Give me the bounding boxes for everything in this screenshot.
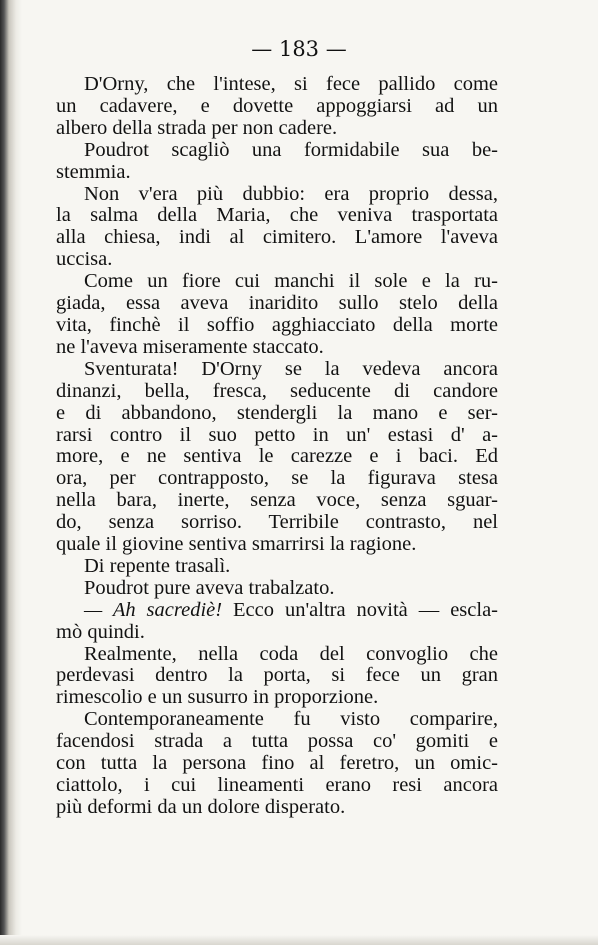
text-line: giada, essa aveva inaridito sullo stelo della	[56, 292, 498, 315]
text-line: do, senza sorriso. Terribile contrasto, nel	[56, 511, 498, 534]
paragraph	[56, 578, 498, 600]
text-line: alla chiesa, indi al cimitero. L'amore l'aveva	[56, 226, 498, 249]
text-line: stemmia.	[56, 160, 131, 183]
paragraph	[56, 359, 498, 556]
text-line: dinanzi, bella, fresca, seducente di candore	[56, 379, 498, 402]
text-fragment: Ecco un'altra novità — escla-	[222, 598, 498, 621]
text-line: D'Orny, che l'intese, si fece pallido come	[84, 73, 498, 95]
paragraph	[56, 600, 498, 644]
text-line: Di repente trasalì.	[84, 554, 231, 577]
text-line: nella bara, inerte, senza voce, senza sguar-	[56, 489, 498, 512]
text-line	[56, 600, 498, 622]
text-line: con tutta la persona fino al feretro, un omic-	[56, 752, 498, 775]
page-bottom-edge	[0, 935, 598, 945]
text-line: Realmente, nella coda del convoglio che	[84, 642, 498, 665]
text-line: perdevasi dentro la porta, si fece un gran	[56, 664, 498, 687]
page-number: — 183 —	[251, 37, 347, 61]
text-line: ora, per contrapposto, se la figurava stesa	[56, 467, 498, 490]
text-line: rimescolio e un susurro in proporzione.	[56, 686, 379, 709]
paragraph	[56, 184, 498, 272]
paragraph	[56, 556, 498, 578]
page-body-text	[56, 74, 498, 819]
text-line: uccisa.	[56, 248, 113, 271]
paragraph	[56, 644, 498, 710]
text-line: Non v'era più dubbio: era proprio dessa,	[84, 182, 498, 205]
text-line: Come un fiore cui manchi il sole e la ru-	[84, 270, 498, 293]
paragraph	[56, 271, 498, 359]
text-line: Poudrot pure aveva trabalzato.	[84, 576, 335, 599]
text-line: ciattolo, i cui lineamenti erano resi ancora	[56, 774, 498, 796]
text-line: Sventurata! D'Orny se la vedeva ancora	[84, 357, 498, 380]
italic-exclamation: — Ah sacrediè!	[84, 598, 223, 621]
text-line: e di abbandono, stendergli la mano e ser-	[56, 401, 498, 424]
text-line: albero della strada per non cadere.	[56, 116, 338, 139]
text-line: Poudrot scagliò una formidabile sua be-	[84, 138, 498, 161]
text-line: vita, finchè il soffio agghiacciato della morte	[56, 313, 498, 336]
text-line: Contemporaneamente fu visto comparire,	[84, 708, 498, 731]
text-line: un cadavere, e dovette appoggiarsi ad un	[56, 94, 498, 117]
text-line: facendosi strada a tutta possa co' gomiti e	[56, 730, 498, 753]
text-line: la salma della Maria, che veniva trasportata	[56, 204, 498, 227]
paragraph	[56, 74, 498, 140]
text-line: più deformi da un dolore disperato.	[56, 795, 346, 818]
text-line: rarsi contro il suo petto in un' estasi d' a-	[56, 423, 498, 446]
paragraph	[56, 140, 498, 184]
text-line: ne l'aveva miseramente staccato.	[56, 335, 324, 358]
text-line: more, e ne sentiva le carezze e i baci. Ed	[56, 445, 498, 468]
text-line: quale il giovine sentiva smarrirsi la ragione.	[56, 533, 417, 556]
paragraph	[56, 709, 498, 819]
text-line: mò quindi.	[56, 620, 145, 643]
page-binding-shadow	[0, 0, 22, 945]
